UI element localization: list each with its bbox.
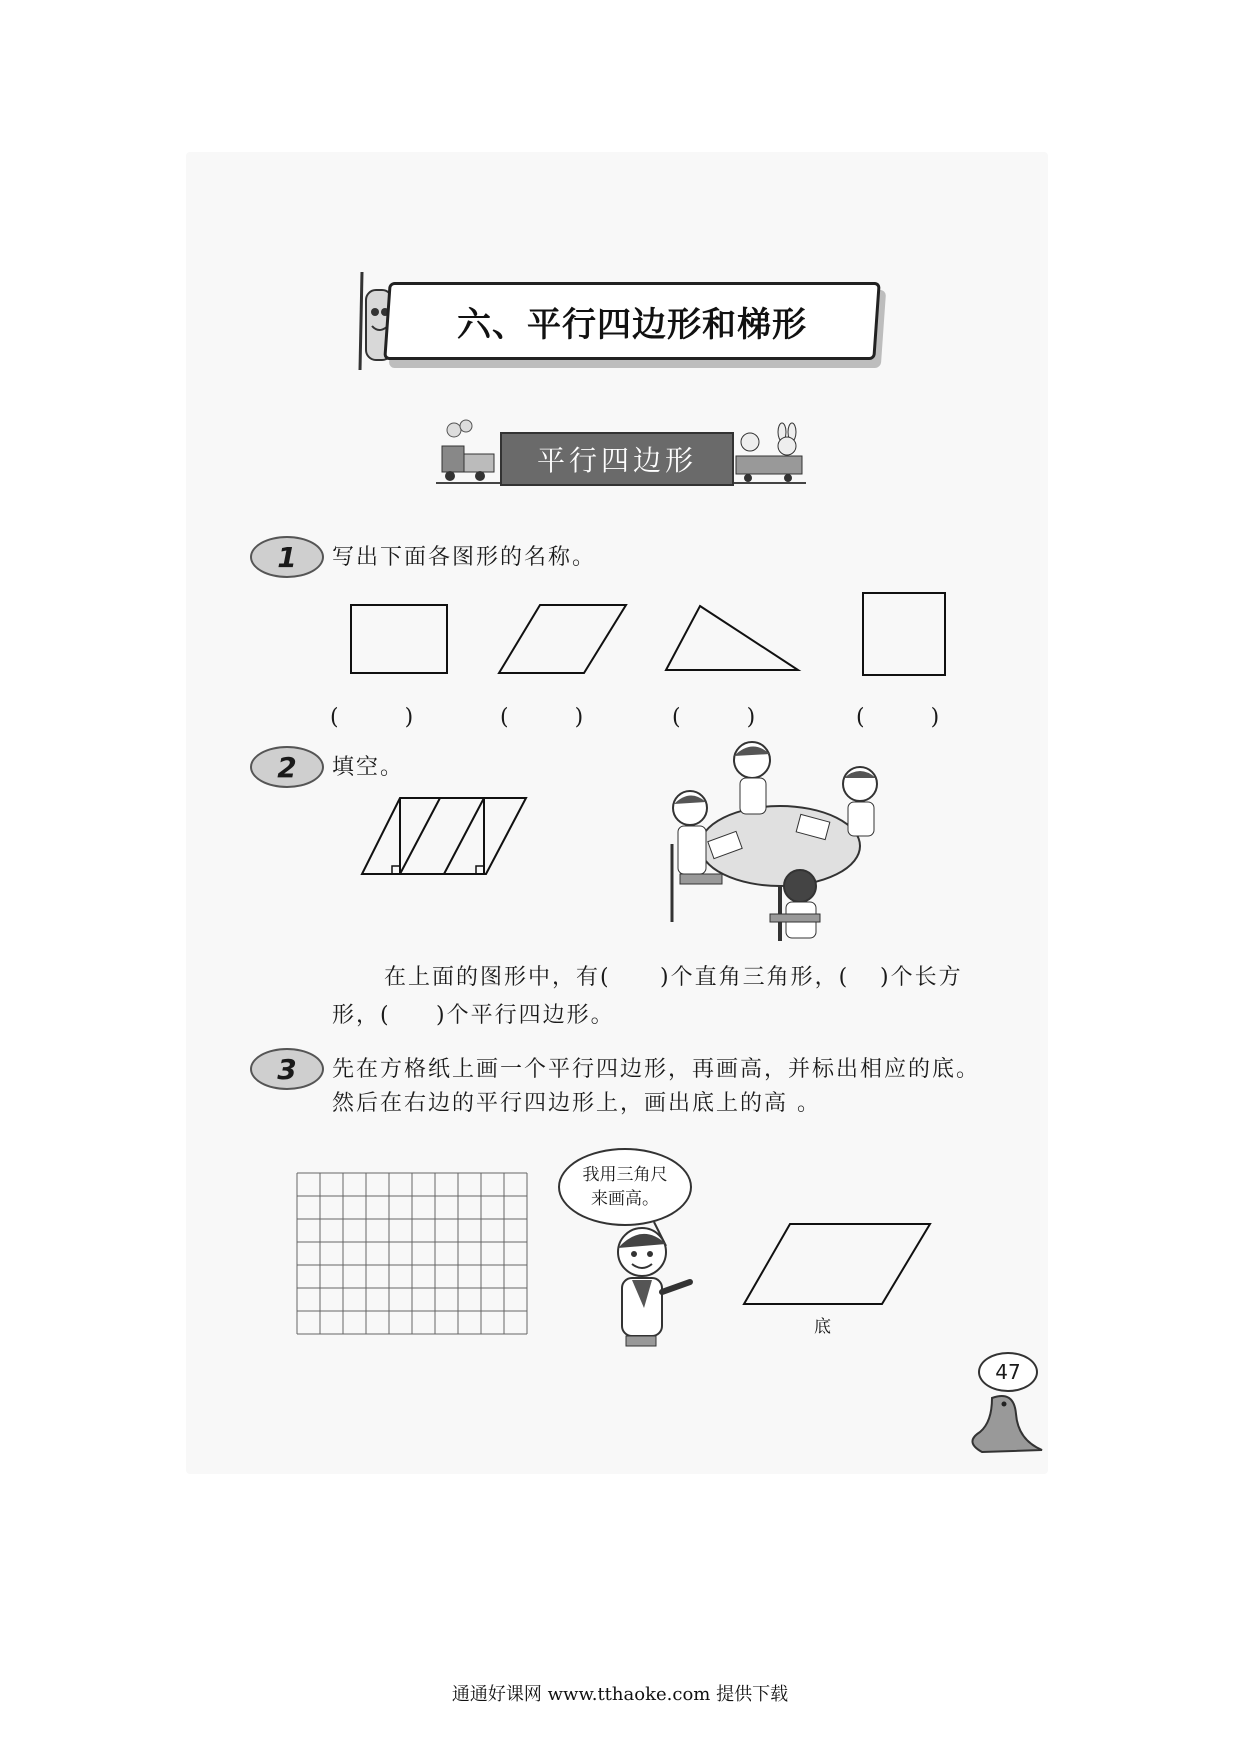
chapter-title: 六、平行四边形和梯形 — [457, 304, 807, 345]
question-3-number: 3 — [250, 1048, 324, 1090]
question-1-text: 写出下面各图形的名称。 — [332, 545, 597, 570]
train-icon — [436, 420, 500, 482]
children-at-table-illustration — [660, 736, 890, 956]
section-header — [500, 432, 734, 486]
page-number: 47 — [978, 1352, 1038, 1392]
speech-line-2: 来画高。 — [591, 1189, 659, 1209]
speech-line-1: 我用三角尺 — [582, 1165, 668, 1185]
q2-sentence-part-5: )个平行四边形。 — [436, 1003, 615, 1028]
seal-mascot-icon — [962, 1392, 1052, 1456]
q1-parallelogram-shape — [498, 604, 628, 674]
q2-sentence-part-4: 形，( — [332, 1003, 391, 1028]
question-1-number: 1 — [250, 536, 324, 578]
q2-sentence-part-3: )个长方 — [880, 965, 963, 990]
chapter-banner — [383, 282, 880, 360]
q1-answer-1[interactable]: ( ) — [330, 705, 414, 730]
q3-parallelogram-shape[interactable] — [742, 1222, 932, 1306]
q1-answer-4[interactable]: ( ) — [856, 705, 940, 730]
question-3-line-2: 然后在右边的平行四边形上，画出底上的高 。 — [332, 1091, 821, 1116]
q1-answer-3[interactable]: ( ) — [672, 705, 756, 730]
footer-credit: 通通好课网 www.tthaoke.com 提供下载 — [451, 1684, 789, 1705]
q1-square-shape — [862, 592, 946, 676]
section-title: 平行四边形 — [536, 444, 697, 477]
question-2-text: 填空。 — [332, 755, 405, 780]
q1-triangle-shape — [664, 604, 800, 672]
kids-on-train-icon — [732, 424, 806, 482]
base-label: 底 — [814, 1317, 833, 1337]
q1-rectangle-shape — [350, 604, 448, 674]
q2-sentence-part-2: )个直角三角形，( — [660, 965, 850, 990]
question-2-number: 2 — [250, 746, 324, 788]
speech-bubble — [558, 1148, 692, 1226]
question-3-line-1: 先在方格纸上画一个平行四边形，再画高，并标出相应的底。 — [332, 1057, 981, 1082]
q2-composite-figure — [360, 796, 528, 876]
grid-paper[interactable] — [296, 1172, 528, 1344]
boy-with-scarf-illustration — [604, 1222, 704, 1352]
q2-sentence-part-1: 在上面的图形中，有( — [384, 965, 611, 990]
q1-answer-2[interactable]: ( ) — [500, 705, 584, 730]
